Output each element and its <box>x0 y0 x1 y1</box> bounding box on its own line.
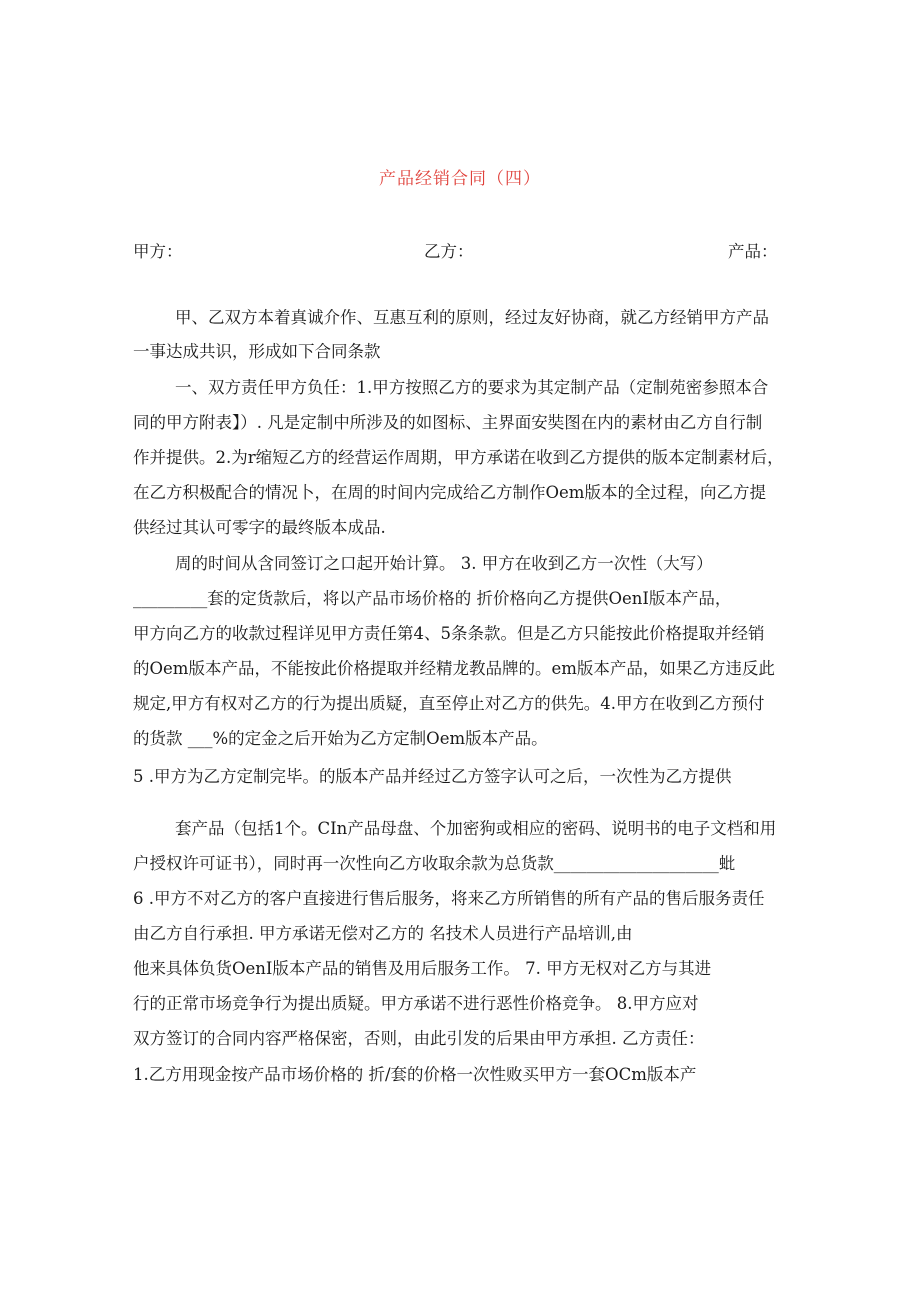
body-line: 一、双方责任甲方负任：1.甲方按照乙方的要求为其定制产品（定制苑密参照本合 <box>175 378 769 397</box>
body-line: _________套的定货款后，将以产品市场价格的 折价格向乙方提供OenI版本产品， <box>133 589 732 608</box>
body-line: 作并提供。2.为r缩短乙方的经营运作周期，甲方承诺在收到乙方提供的版本定制素材后， <box>133 448 784 467</box>
body-line: 周的时间从含同签订之口起开始计算。 3. 甲方在收到乙方一次性（大写） <box>175 554 713 573</box>
body-line: 甲方向乙方的收款过程详见甲方责任第4、5条条款。但是乙方只能按此价格提取并经销 <box>133 624 765 643</box>
body-line: 户授权许可证书），同时再一次性向乙方收取余款为总货款____________________蚍 <box>133 854 736 873</box>
body-line: 5 .甲方为乙方定制完毕。的版本产品并经过乙方签字认可之后，一次性为乙方提供 <box>133 767 732 786</box>
document-title: 产品经销合同（四） <box>379 169 541 189</box>
body-line: 规定,甲方有权对乙方的行为提出质疑，直至停止对乙方的供先。4.甲方在收到乙方预付 <box>133 694 765 713</box>
body-line: 一事达成共识，形成如下合同条款 <box>133 342 381 361</box>
body-line: 双方签订的合同内容严格保密，否则，由此引发的后果由甲方承担. 乙方责任： <box>133 1029 705 1048</box>
body-line: 同的甲方附表】）. 凡是定制中所涉及的如图标、主界面安奘图在内的素材由乙方自行制 <box>133 413 763 432</box>
product-label: 产品： <box>728 242 778 261</box>
body-line: 套产品（包括1个。CIn产品母盘、个加密狗或相应的密码、说明书的电子文档和用 <box>175 819 777 838</box>
body-line: 他来具体负货OenI版本产品的销售及用后服务工作。 7. 甲方无权对乙方与其进 <box>133 959 712 978</box>
body-line: 6 .甲方不对乙方的客户直接进行售后服务，将来乙方所销售的所有产品的售后服务责任 <box>133 889 765 908</box>
body-line: 由乙方自行承担. 甲方承诺无偿对乙方的 名技术人员进行产品培训,由 <box>133 924 633 943</box>
party-a-label: 甲方： <box>133 242 183 261</box>
body-line: 在乙方积极配合的情况卜，在周的时间内完成给乙方制作Oem版本的全过程，向乙方提 <box>133 483 766 502</box>
body-line: 的货款 ___%的定金之后开始为乙方定制Oem版本产品。 <box>133 729 548 748</box>
body-line: 的Oem版本产品，不能按此价格提取并经精龙教品牌的。em版本产品，如果乙方违反此 <box>133 659 775 678</box>
body-line: 行的正常市场竞争行为提出质疑。甲方承诺不进行恶性价格竞争。 8.甲方应对 <box>133 994 699 1013</box>
party-b-label: 乙方： <box>424 242 474 261</box>
body-line: 1.乙方用现金按产品市场价格的 折/套的价格一次性败买甲方一套OCm版本产 <box>133 1065 697 1084</box>
body-line: 供经过其认可零字的最终版本成品. <box>133 518 386 537</box>
body-line: 甲、乙双方本着真诚介作、互惠互利的原则，经过友好协商，就乙方经销甲方产品 <box>175 308 769 327</box>
